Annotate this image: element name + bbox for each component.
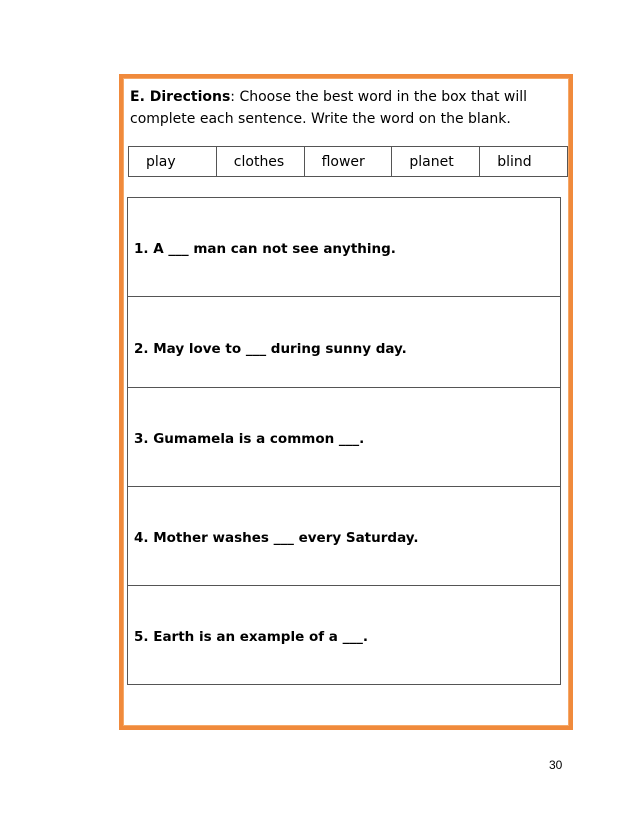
word-box-item: play [129, 147, 217, 177]
questions-box [127, 197, 561, 685]
directions-text: : Choose the best word in the box that will complete each sentence. Write the word on the blank. [130, 89, 528, 127]
page-number: 30 [549, 758, 563, 772]
word-box-item: blind [480, 147, 568, 177]
question-row [128, 388, 560, 487]
question-text: 2. May love to ___ during sunny day. [134, 341, 407, 357]
question-text: 1. A ___ man can not see anything. [134, 241, 396, 257]
question-row [128, 487, 560, 586]
question-row [128, 586, 560, 684]
question-row [128, 198, 560, 297]
word-box-item: clothes [216, 147, 304, 177]
word-box-item: flower [304, 147, 392, 177]
directions-label: E. Directions [130, 89, 231, 105]
word-box [128, 146, 568, 177]
question-text: 3. Gumamela is a common ___. [134, 431, 365, 447]
question-text: 4. Mother washes ___ every Saturday. [134, 530, 419, 546]
question-text: 5. Earth is an example of a ___. [134, 629, 368, 645]
directions [130, 86, 560, 130]
question-row [128, 297, 560, 388]
word-box-item: planet [392, 147, 480, 177]
